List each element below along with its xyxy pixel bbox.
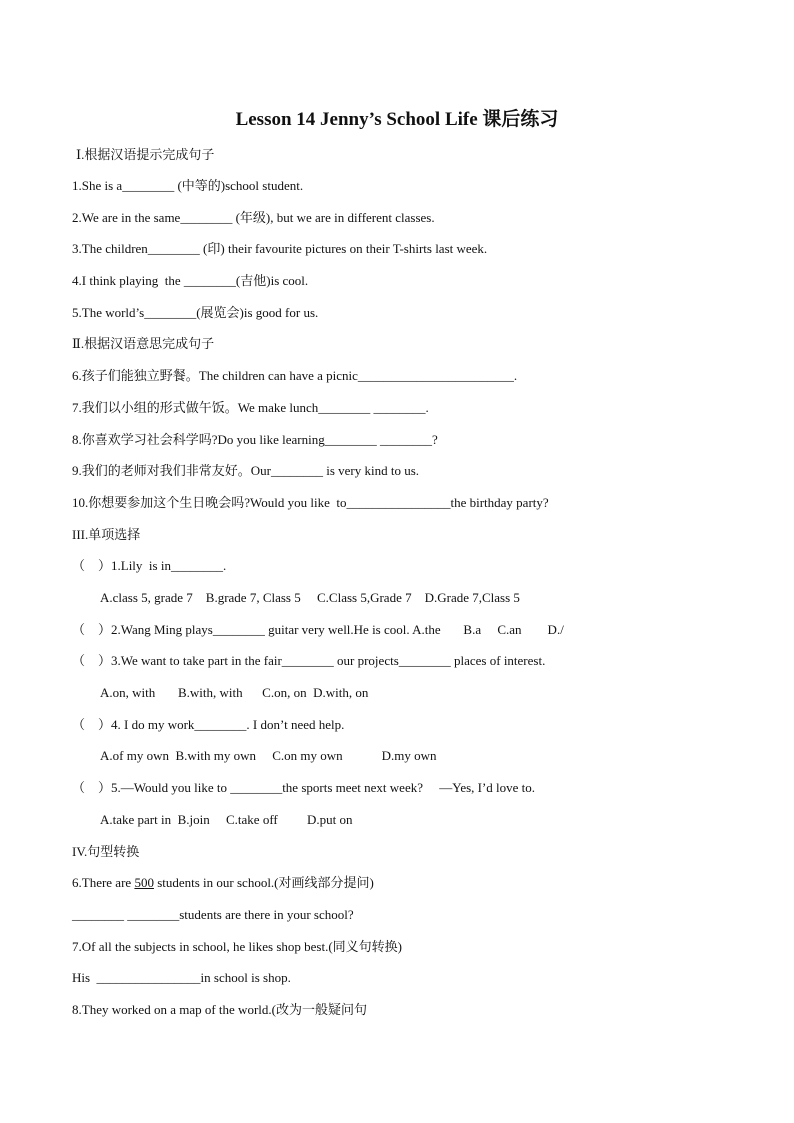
choice-question-5: （ ）5.—Would you like to ________the sports meet next week? —Yes, I’d love to. bbox=[72, 780, 536, 795]
section-2-heading: Ⅱ.根据汉语意思完成句子 bbox=[72, 336, 215, 351]
choice-question-3: （ ）3.We want to take part in the fair________ our projects________ places of interest. bbox=[72, 653, 546, 668]
choice-question-1: （ ）1.Lily is in________. bbox=[72, 558, 227, 573]
transform-question-6 bbox=[72, 874, 374, 892]
question-10: 10.你想要参加这个生日晚会吗?Would you like to________________the birthday party? bbox=[72, 495, 549, 510]
transform-6-prefix: 6.There are bbox=[72, 875, 135, 890]
transform-answer-7: His ________________in school is shop. bbox=[72, 970, 291, 985]
transform-answer-6: ________ ________students are there in your school? bbox=[72, 907, 354, 922]
question-2: 2.We are in the same________ (年级), but we are in different classes. bbox=[72, 210, 435, 225]
choice-question-4: （ ）4. I do my work________. I don’t need help. bbox=[72, 717, 345, 732]
choice-options-4: A.of my own B.with my own C.on my own D.my own bbox=[100, 748, 437, 763]
transform-question-8: 8.They worked on a map of the world.(改为一般疑问句 bbox=[72, 1002, 367, 1017]
section-4-heading: IV.句型转换 bbox=[72, 844, 140, 859]
choice-options-1: A.class 5, grade 7 B.grade 7, Class 5 C.Class 5,Grade 7 D.Grade 7,Class 5 bbox=[100, 590, 520, 605]
choice-question-2: （ ）2.Wang Ming plays________ guitar very well.He is cool. A.the B.a C.an D./ bbox=[72, 622, 564, 637]
question-9: 9.我们的老师对我们非常友好。Our________ is very kind to us. bbox=[72, 463, 420, 478]
question-6: 6.孩子们能独立野餐。The children can have a picnic________________________. bbox=[72, 368, 518, 383]
page-title: Lesson 14 Jenny’s School Life 课后练习 bbox=[235, 109, 559, 130]
transform-6-suffix: students in our school.(对画线部分提问) bbox=[153, 875, 374, 890]
section-1-heading: Ⅰ.根据汉语提示完成句子 bbox=[76, 147, 215, 162]
question-7: 7.我们以小组的形式做午饭。We make lunch________ ________. bbox=[72, 400, 429, 415]
question-5: 5.The world’s________(展览会)is good for us. bbox=[72, 305, 319, 320]
choice-options-3: A.on, with B.with, with C.on, on D.with, on bbox=[100, 685, 369, 700]
underlined-number: 500 bbox=[134, 875, 154, 890]
transform-question-7: 7.Of all the subjects in school, he likes shop best.(同义句转换) bbox=[72, 939, 403, 954]
question-8: 8.你喜欢学习社会科学吗?Do you like learning________ ________? bbox=[72, 432, 438, 447]
section-3-heading: III.单项选择 bbox=[72, 527, 141, 542]
choice-options-5: A.take part in B.join C.take off D.put on bbox=[100, 812, 353, 827]
question-3: 3.The children________ (印) their favourite pictures on their T-shirts last week. bbox=[72, 241, 488, 256]
question-4: 4.I think playing the ________(吉他)is cool. bbox=[72, 273, 309, 288]
question-1: 1.She is a________ (中等的)school student. bbox=[72, 178, 304, 193]
